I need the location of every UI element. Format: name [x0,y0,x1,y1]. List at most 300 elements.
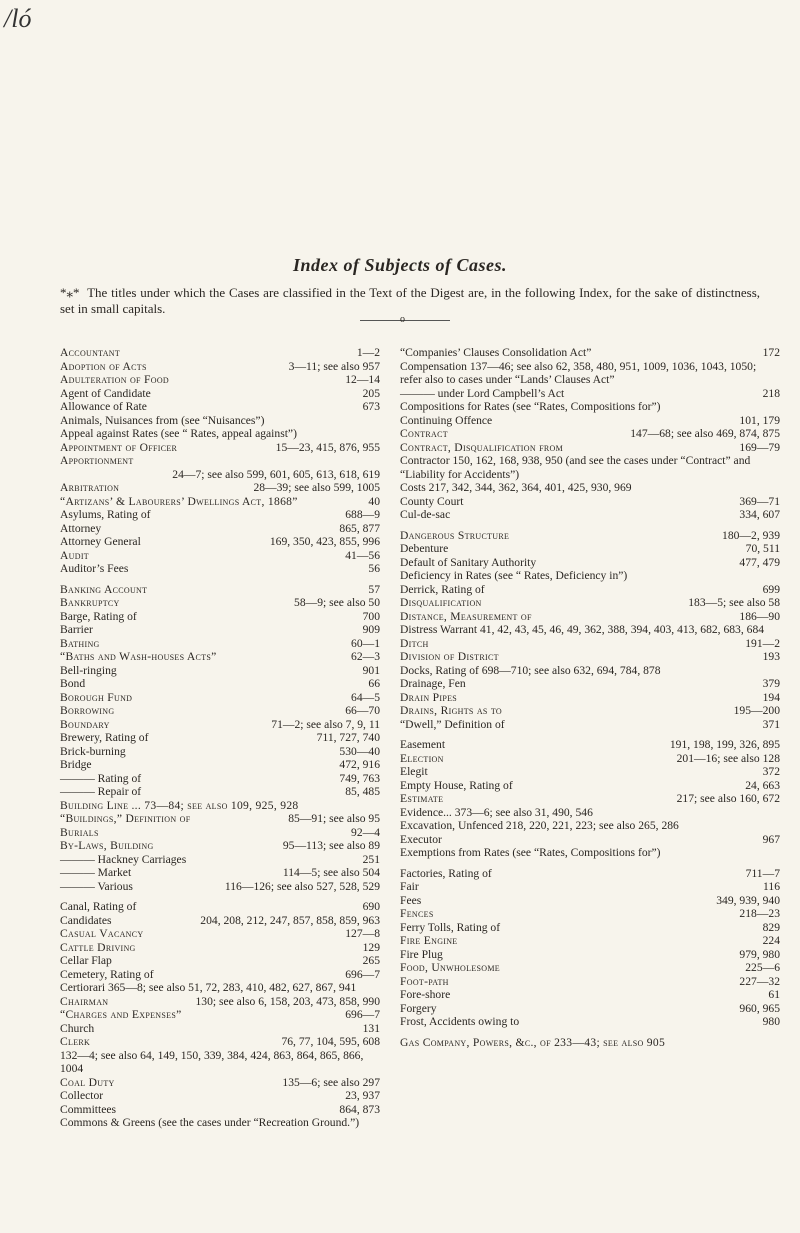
entry-title: Attorney [60,521,102,535]
entry-title: Bridge [60,758,92,771]
index-entry [400,583,780,597]
entry-pages: 967 [762,832,780,846]
index-entry [400,569,780,583]
entry-title: Appointment of Officer [60,440,178,454]
index-entry [60,549,380,563]
entry-title: Cemetery, Rating of [60,967,154,981]
index-entry [400,542,780,556]
entry-title: ——— under Lord Campbell’s Act [400,386,565,400]
entry-title: Continuing Offence [400,413,493,427]
entry-title: Division of District [400,650,499,663]
entry-title: ——— Repair of [60,785,142,798]
entry-pages: 116 [763,880,780,893]
entry-pages: 180—2, 939 [722,528,780,542]
index-entry [60,758,380,772]
index-entry [60,900,380,914]
entry-pages: 191—2 [745,636,780,650]
index-entry [400,427,780,441]
entry-title: “Buildings,” Definition of [60,812,191,825]
entry-pages: 76, 77, 104, 595, 608 [281,1035,380,1048]
entry-title: Burials [60,825,99,839]
entry-title: Deficiency in Rates (see “ Rates, Deficiency in”) [400,569,628,582]
index-entry [400,677,780,691]
entry-title: Animals, Nuisances from (see “Nuisances”) [60,413,265,427]
index-entry [60,677,380,691]
index-entry [60,826,380,840]
entry-title: “Baths and Wash-houses Acts” [60,650,217,663]
index-entry [60,691,380,705]
entry-pages: 193 [762,650,780,663]
entry-title: Candidates [60,913,112,927]
index-entry [400,414,780,428]
entry-title: Excavation, Unfenced 218, 220, 221, 223; see also 265, 286 [400,819,679,832]
entry-pages: 700 [362,609,380,623]
entry-title: Borough Fund [60,690,133,704]
entry-title: Certiorari 365—8; see also 51, 72, 283, 410, 482, 627, 867, 941 [60,981,357,994]
entry-title: County Court [400,494,464,508]
index-entry [400,880,780,894]
entry-pages: 218—23 [739,907,780,920]
entry-pages: 23, 937 [345,1089,380,1102]
entry-title: Attorney General [60,535,141,548]
entry-pages: 66—70 [345,704,380,717]
entry-pages: 85—91; see also 95 [288,812,380,825]
index-entry [60,346,380,360]
entry-pages: 711—7 [745,866,780,880]
entry-title: Fire Plug [400,947,443,961]
index-entry [400,441,780,455]
entry-pages: 85, 485 [345,785,380,798]
index-entry [60,387,380,401]
entry-pages: 696—7 [345,1008,380,1021]
entry-pages: 690 [362,900,380,913]
entry-title: Banking Account [60,582,148,596]
index-entry [400,664,780,678]
index-entry [400,1002,780,1016]
entry-title: Apportionment [60,454,134,467]
entry-pages: 349, 939, 940 [716,893,780,907]
index-entry [400,806,780,820]
index-entry [60,799,380,813]
entry-pages: 711, 727, 740 [316,731,380,744]
entry-pages: 696—7 [345,967,380,981]
entry-title: “Charges and Expenses” [60,1008,182,1021]
index-entry [60,1116,380,1130]
index-entry [60,1076,380,1090]
entry-pages: 829 [762,920,780,934]
index-entry [60,785,380,799]
page-title: Index of Subjects of Cases. [292,255,507,275]
entry-title: “Companies’ Clauses Consolidation Act” [400,346,592,359]
entry-pages: 688—9 [345,508,380,521]
index-entry [400,921,780,935]
entry-pages: 183—5; see also 58 [688,596,780,609]
entry-title: Election [400,751,444,765]
entry-title: Collector [60,1089,104,1102]
index-entry [400,495,780,509]
index-entry [60,583,380,597]
index-entry [60,1103,380,1117]
entry-pages: 227—32 [739,974,780,988]
entry-title: Foot-path [400,974,449,988]
entry-title: Accountant [60,346,121,359]
entry-pages: 194 [762,690,780,704]
index-entry [400,360,780,387]
index-entry [60,373,380,387]
index-entry [400,934,780,948]
entry-pages: 217; see also 160, 672 [676,792,780,805]
entry-pages: 15—23, 415, 876, 955 [275,440,380,454]
index-entry [400,948,780,962]
intro-text [60,285,760,317]
entry-title: Cellar Flap [60,954,112,967]
entry-pages: 131 [362,1021,380,1035]
index-entry [60,853,380,867]
entry-pages: 699 [762,582,780,596]
entry-pages: 205 [362,386,380,400]
entry-title: Boundary [60,717,110,731]
index-entry [60,441,380,455]
entry-pages: 58—9; see also 50 [294,596,380,609]
entry-title: Appeal against Rates (see “ Rates, appeal against”) [60,427,297,440]
index-entry [60,704,380,718]
index-left-column [60,346,380,1130]
entry-title: Drains, Rights as to [400,704,503,717]
entry-title: ——— Hackney Carriages [60,852,187,866]
entry-pages: 12—14 [345,373,380,386]
index-entry [60,718,380,732]
index-entry [60,427,380,441]
entry-pages: 114—5; see also 504 [282,866,380,879]
entry-pages: 70, 511 [745,542,780,555]
entry-title: ——— Rating of [60,771,142,785]
index-entry [400,1036,780,1050]
index-entry [60,981,380,995]
entry-title: Fore-shore [400,988,451,1001]
entry-title: Church [60,1021,95,1035]
entry-title: Debenture [400,542,449,555]
index-entry [400,387,780,401]
entry-title: Brewery, Rating of [60,731,149,744]
entry-title: Dangerous Structure [400,528,510,542]
index-entry [400,819,780,833]
entry-pages: 127—8 [345,927,380,940]
entry-title: ——— Market [60,866,132,879]
entry-title: Food, Unwholesome [400,961,500,974]
entry-pages: 369—71 [739,494,780,508]
entry-pages: 980 [762,1015,780,1028]
divider-mark: o [400,314,405,325]
corner-mark: /ló [4,4,32,33]
entry-pages: 40 [368,494,380,508]
entry-title: Docks, Rating of 698—710; see also 632, 694, 784, 878 [400,663,661,677]
entry-pages: 95—113; see also 89 [282,839,380,852]
entry-pages: 28—39; see also 599, 1005 [253,481,380,494]
entry-title: Audit [60,548,89,562]
entry-pages: 673 [362,400,380,413]
index-entry [400,752,780,766]
index-entry [60,360,380,374]
index-entry [60,1049,380,1076]
entry-pages: 218 [762,386,780,400]
entry-pages: 56 [368,562,380,575]
entry-pages: 749, 763 [339,771,380,785]
entry-pages: 64—5 [351,690,380,704]
entry-title: Contractor 150, 162, 168, 938, 950 (and see the cases under “Contract” and “Liability for Accidents”) [400,454,751,481]
entry-pages: 57 [368,582,380,596]
entry-pages: 379 [762,677,780,690]
entry-pages: 135—6; see also 297 [282,1075,380,1089]
entry-title: Fees [400,893,422,907]
entry-title: Agent of Candidate [60,386,151,400]
entry-pages: 169—79 [739,440,780,454]
entry-title: Fire Engine [400,934,458,947]
index-entry [60,664,380,678]
entry-title: “Dwell,” Definition of [400,717,505,731]
index-entry [60,535,380,549]
index-entry [60,1035,380,1049]
index-entry [60,839,380,853]
entry-title: Asylums, Rating of [60,508,151,521]
index-entry [60,812,380,826]
index-entry [400,988,780,1002]
index-entry [60,400,380,414]
entry-title: Empty House, Rating of [400,778,513,792]
entry-pages: 41—56 [345,548,380,562]
index-entry [400,894,780,908]
divider [360,320,450,321]
entry-pages: 909 [362,623,380,636]
entry-pages: 101, 179 [739,413,780,427]
index-entry [400,623,780,637]
index-entry [60,772,380,786]
entry-title: Borrowing [60,704,115,717]
index-entry [60,1008,380,1022]
entry-pages: 60—1 [351,636,380,650]
index-entry [400,610,780,624]
index-entry [60,731,380,745]
entry-title: Bell-ringing [60,663,117,677]
index-entry [400,907,780,921]
entry-pages: 901 [362,663,380,677]
entry-title: Building Line ... 73—84; see also 109, 925, 928 [60,798,299,812]
entry-title: Allowance of Rate [60,400,147,413]
index-entry [60,995,380,1009]
entry-pages: 169, 350, 423, 855, 996 [269,535,380,548]
entry-title: Elegit [400,765,428,778]
index-entry [60,927,380,941]
entry-title: Bond [60,677,86,690]
entry-pages: 864, 873 [339,1102,380,1116]
index-entry [400,718,780,732]
index-entry [400,400,780,414]
index-entry [60,968,380,982]
entry-pages: 477, 479 [739,555,780,569]
index-entry [400,596,780,610]
entry-pages: 979, 980 [739,947,780,961]
entry-title: Bankruptcy [60,596,120,609]
entry-title: Costs 217, 342, 344, 362, 364, 401, 425, 930, 969 [400,481,632,494]
index-entry [60,495,380,509]
entry-pages: 24, 663 [745,778,780,792]
entry-title: Casual Vacancy [60,927,144,940]
index-entry [400,846,780,860]
entry-title: Fences [400,907,434,920]
index-entry [400,867,780,881]
entry-pages: 225—6 [745,961,780,974]
entry-pages: 201—16; see also 128 [676,751,780,765]
index-entry [400,637,780,651]
entry-title: Compositions for Rates (see “Rates, Compositions for”) [400,400,661,413]
entry-title: Canal, Rating of [60,900,137,913]
index-entry [60,745,380,759]
entry-pages: 130; see also 6, 158, 203, 473, 858, 990 [195,994,380,1008]
entry-title: Adulteration of Food [60,373,169,386]
index-entry [400,833,780,847]
entry-title: Adoption of Acts [60,359,147,373]
entry-title: Derrick, Rating of [400,582,485,596]
index-entry [60,610,380,624]
entry-title: Bathing [60,636,100,650]
entry-title: “Artizans’ & Labourers’ Dwellings Act, 1868” [60,494,298,508]
index-entry [60,637,380,651]
entry-title: Coal Duty [60,1075,115,1089]
entry-pages: 129 [362,940,380,954]
index-entry [400,346,780,360]
entry-title: Brick-burning [60,744,126,758]
entry-pages: 204, 208, 212, 247, 857, 858, 859, 963 [200,913,380,927]
entry-title: 132—4; see also 64, 149, 150, 339, 384, 424, 863, 864, 865, 866, 1004 [60,1048,364,1075]
index-entry [400,738,780,752]
index-entry [60,866,380,880]
entry-title: Chairman [60,994,109,1008]
entry-title: Fair [400,880,419,893]
index-entry [60,596,380,610]
entry-title: Drain Pipes [400,690,458,704]
index-entry [60,508,380,522]
entry-pages: 251 [362,852,380,866]
entry-pages: 530—40 [339,744,380,758]
entry-title: Cattle Driving [60,940,136,954]
entry-pages: 116—126; see also 527, 528, 529 [224,879,380,893]
entry-title: Arbitration [60,481,120,494]
entry-pages: 62—3 [351,650,380,663]
entry-title: Contract, Disqualification from [400,440,563,454]
entry-title: ——— Various [60,879,133,893]
index-entry [400,529,780,543]
index-entry [400,1015,780,1029]
entry-pages: 24—7; see also 599, 601, 605, 613, 618, 619 [172,467,380,481]
index-entry [60,914,380,928]
entry-pages: 372 [762,765,780,778]
entry-title: Barrier [60,623,93,636]
index-entry [60,941,380,955]
entry-title: Forgery [400,1001,437,1015]
entry-pages: 371 [762,717,780,731]
entry-pages: 61 [768,988,780,1001]
entry-title: Compensation 137—46; see also 62, 358, 480, 951, 1009, 1036, 1043, 1050; refer also to cases under “Lands’ Clauses Act” [400,359,757,386]
intro-body: The titles under which the Cases are classified in the Text of the Digest are, in the following Index, for the sake of distinctness, set in small capitals. [60,285,760,316]
entry-pages: 1—2 [356,346,380,359]
entry-pages: 472, 916 [339,758,380,771]
entry-title: Gas Company, Powers, &c., of 233—43; see also 905 [400,1035,666,1049]
index-entry [60,954,380,968]
index-entry [60,1089,380,1103]
entry-title: Evidence... 373—6; see also 31, 490, 546 [400,805,593,819]
entry-title: Clerk [60,1035,91,1048]
index-entry [400,556,780,570]
entry-title: Barge, Rating of [60,609,137,623]
entry-pages: 3—11; see also 957 [288,359,380,373]
index-entry [60,454,380,481]
entry-title: Distance, Measurement of [400,609,532,623]
index-entry [60,880,380,894]
entry-title: Factories, Rating of [400,866,492,880]
index-entry [400,961,780,975]
intro-lead: *⁎* [60,285,80,300]
index-entry [60,623,380,637]
index-entry [60,414,380,428]
index-entry [60,522,380,536]
entry-pages: 334, 607 [739,508,780,521]
index-entry [400,975,780,989]
entry-pages: 66 [368,677,380,690]
entry-title: Contract [400,427,448,440]
index-entry [60,650,380,664]
entry-title: Frost, Accidents owing to [400,1015,520,1028]
entry-title: Cul-de-sac [400,508,451,521]
entry-title: Estimate [400,792,444,805]
entry-title: Distress Warrant 41, 42, 43, 45, 46, 49, 362, 388, 394, 403, 413, 682, 683, 684 [400,623,765,636]
entry-pages: 186—90 [739,609,780,623]
entry-title: Drainage, Fen [400,677,466,690]
index-entry [60,1022,380,1036]
index-entry [400,765,780,779]
entry-pages: 191, 198, 199, 326, 895 [669,738,780,751]
entry-pages: 265 [362,954,380,967]
entry-title: By-Laws, Building [60,839,154,852]
entry-title: Exemptions from Rates (see “Rates, Compositions for”) [400,846,661,859]
entry-pages: 865, 877 [339,521,380,535]
index-entry [400,691,780,705]
index-entry [60,562,380,576]
index-right-column [400,346,780,1049]
entry-title: Easement [400,738,446,751]
entry-pages: 147—68; see also 469, 874, 875 [630,427,780,440]
entry-pages: 172 [762,346,780,359]
entry-title: Default of Sanitary Authority [400,555,537,569]
index-entry [400,792,780,806]
entry-pages: 92—4 [351,825,380,839]
index-entry [400,508,780,522]
index-entry [60,481,380,495]
entry-title: Committees [60,1102,117,1116]
entry-title: Executor [400,832,442,846]
index-entry [400,454,780,481]
index-entry [400,650,780,664]
entry-title: Commons & Greens (see the cases under “Recreation Ground.”) [60,1116,360,1129]
index-entry [400,481,780,495]
index-entry [400,779,780,793]
entry-title: Ferry Tolls, Rating of [400,920,501,934]
entry-title: Ditch [400,636,429,650]
index-entry [400,704,780,718]
entry-pages: 960, 965 [739,1001,780,1015]
entry-pages: 195—200 [733,704,780,717]
entry-pages: 224 [762,934,780,947]
entry-title: Auditor’s Fees [60,562,129,575]
entry-title: Disqualification [400,596,482,609]
